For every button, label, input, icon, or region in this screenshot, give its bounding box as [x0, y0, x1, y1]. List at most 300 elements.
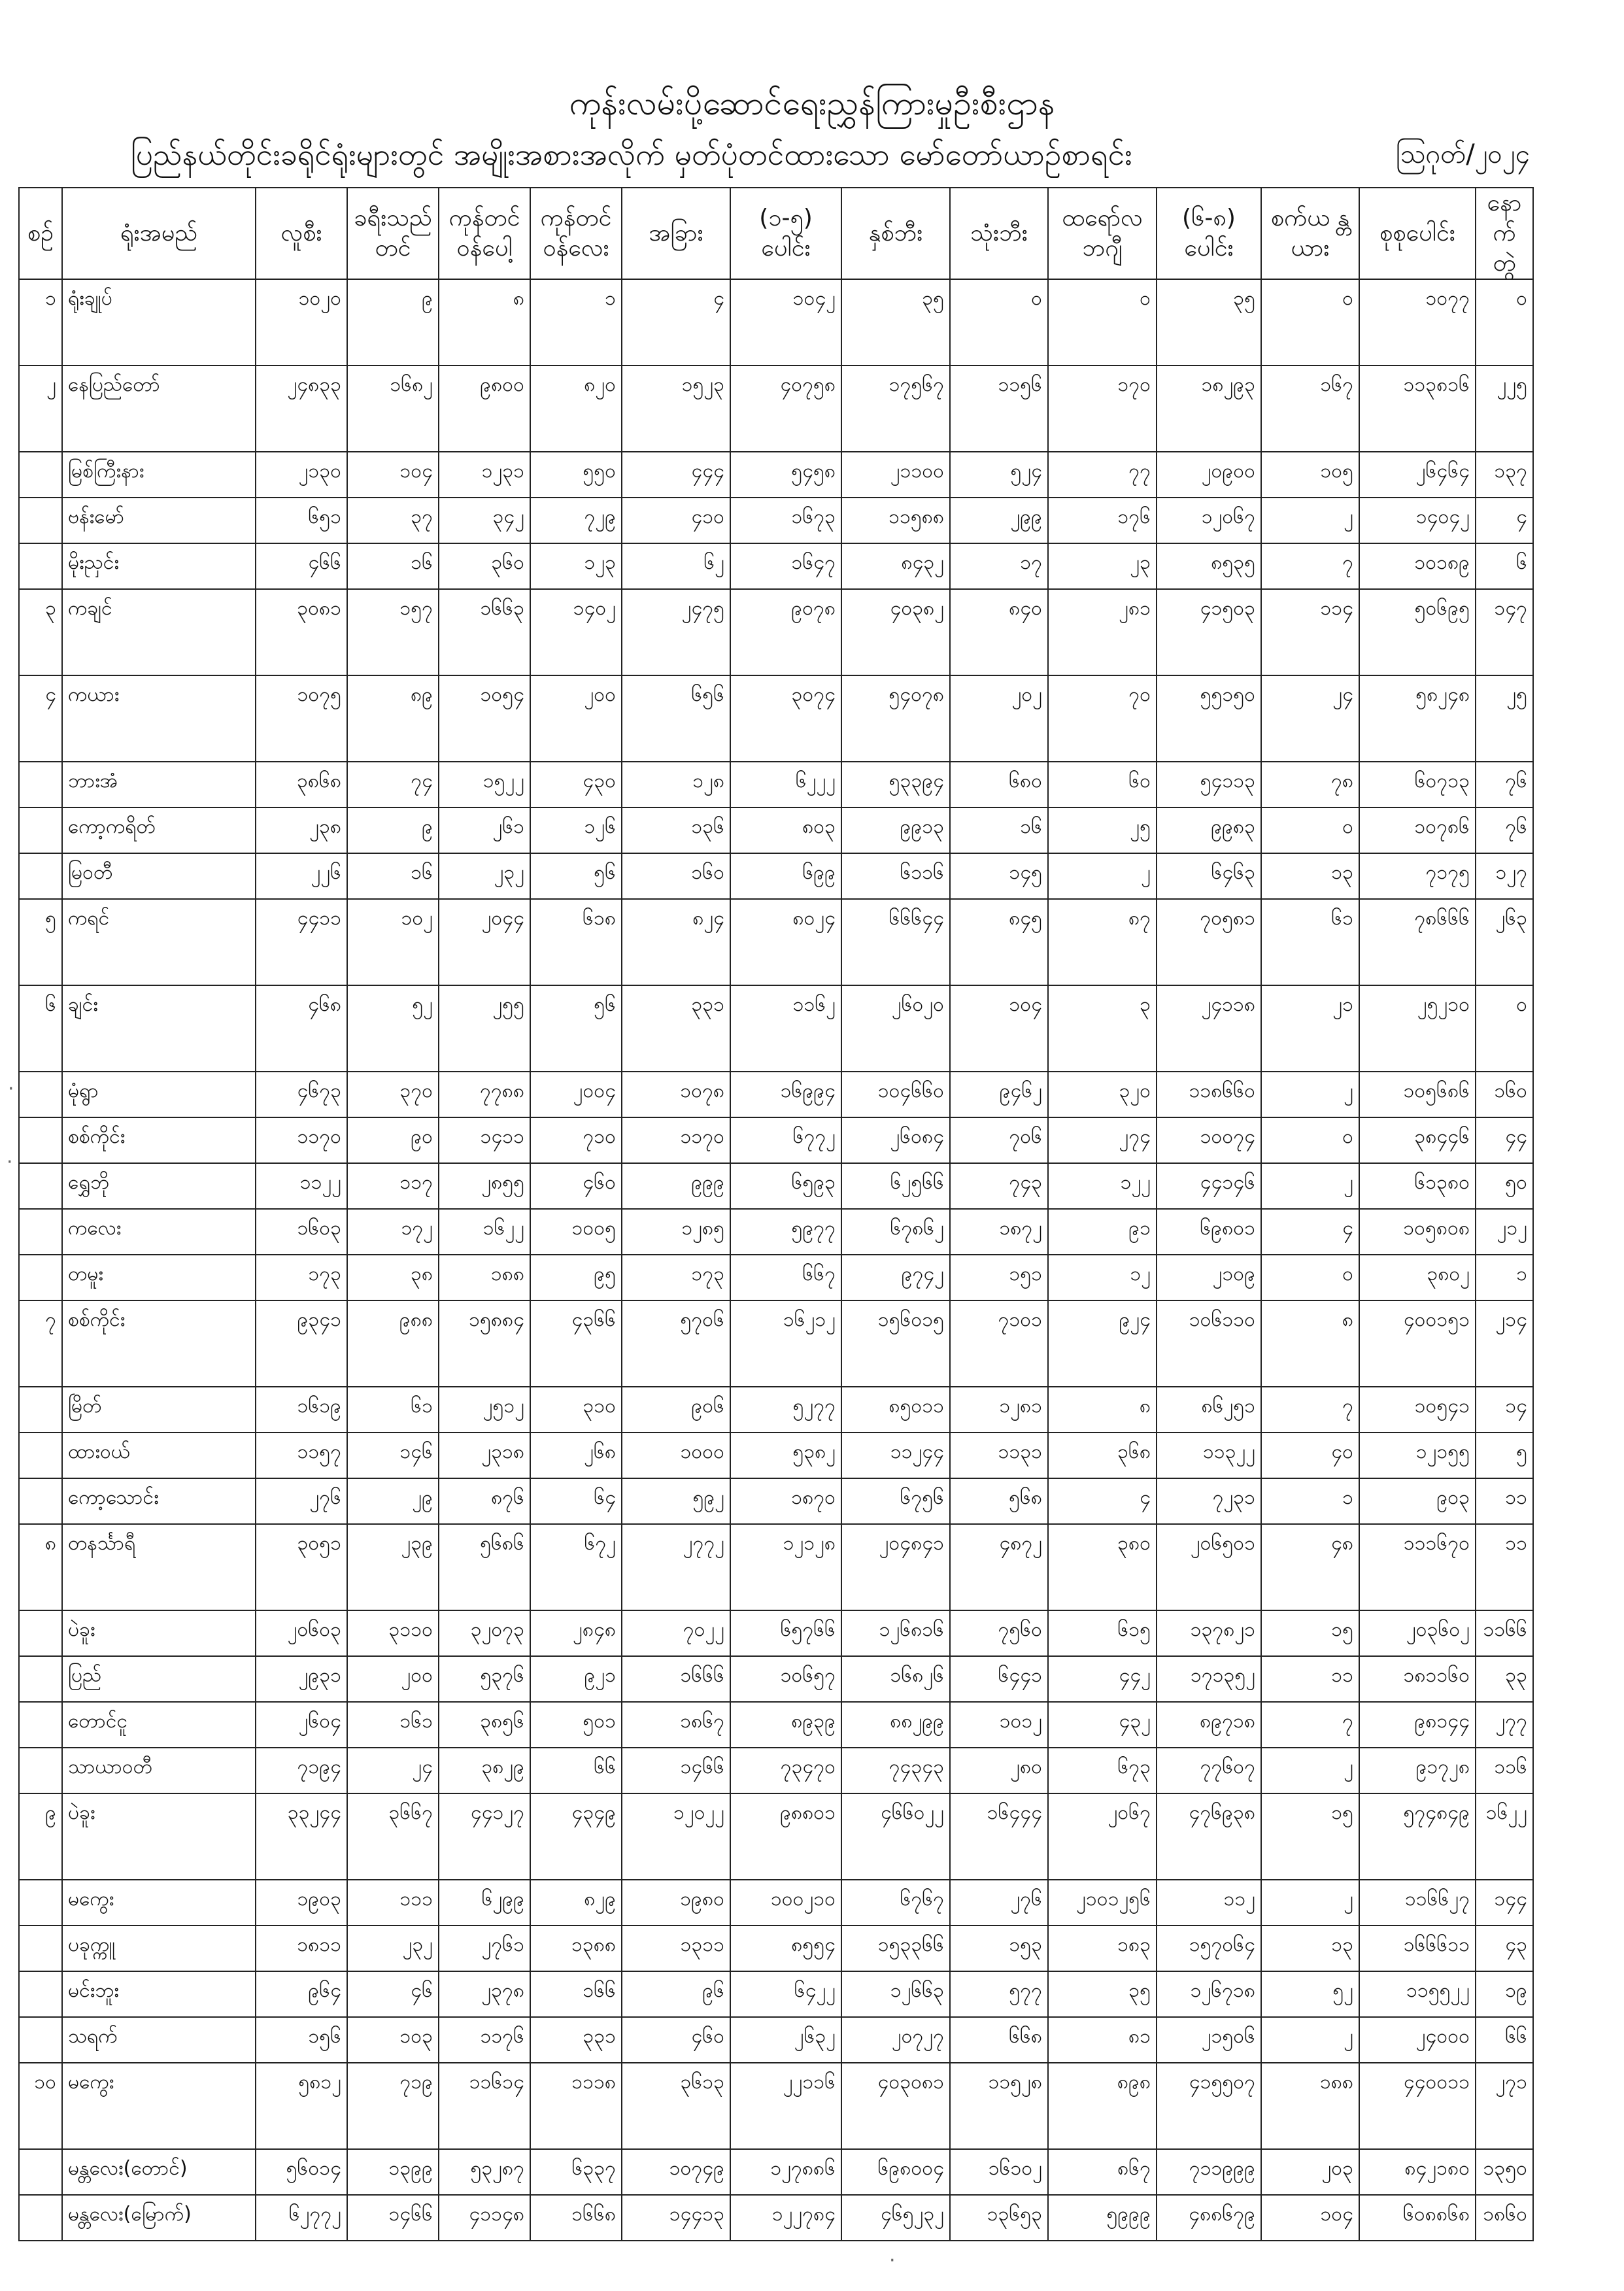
value-cell: ၄၈၇၂	[950, 1524, 1048, 1610]
serial-cell	[19, 2195, 62, 2241]
value-cell: ၇၂၃၁	[1157, 1478, 1261, 1524]
table-row	[19, 1255, 1533, 1300]
value-cell: ၂၄၇၅	[622, 589, 730, 675]
value-cell: ၁၅၂၃	[622, 365, 730, 452]
value-cell: ၂၀၆၀၃	[256, 1610, 347, 1656]
col-header-light-truck: ကုန်တင် ဝန်ပေါ့	[439, 188, 530, 279]
value-cell: ၁၀၂၀	[256, 279, 347, 365]
office-name-cell: ပဲခူး	[62, 1610, 256, 1656]
value-cell: ၁၀၅၄	[439, 675, 530, 762]
value-cell: ၇၁၉၄	[256, 1748, 347, 1793]
value-cell: ၁၂၆၆၃	[841, 1971, 950, 2017]
value-cell: ၂၇၁	[1476, 2063, 1533, 2149]
table-row	[19, 1793, 1533, 1880]
value-cell: ၄၄၁၁	[256, 899, 347, 985]
value-cell: ၉၉၁၃	[841, 807, 950, 853]
col-header-other: အခြား	[622, 188, 730, 279]
serial-cell	[19, 543, 62, 589]
value-cell: ၁၁၅၂၈	[950, 2063, 1048, 2149]
value-cell: ၁၆၈၂	[347, 365, 439, 452]
value-cell: ၈၇၆	[439, 1478, 530, 1524]
value-cell: ၁၈၃	[1048, 1926, 1157, 1971]
value-cell: ၈၉၈	[1048, 2063, 1157, 2149]
value-cell: ၉၀၃	[1359, 1478, 1476, 1524]
office-name-cell: မကွေး	[62, 2063, 256, 2149]
value-cell: ၆၂၅၆၆	[841, 1163, 950, 1209]
serial-cell: ၅	[19, 899, 62, 985]
value-cell: ၁၄	[1476, 1387, 1533, 1433]
value-cell: ၆၁	[1261, 899, 1359, 985]
value-cell: ၁၁၄	[1261, 589, 1359, 675]
value-cell: ၁၅၆	[256, 2017, 347, 2063]
value-cell: ၁၂၃၁	[439, 452, 530, 498]
value-cell: ၁၁၈၆၆၀	[1157, 1072, 1261, 1117]
serial-cell	[19, 1255, 62, 1300]
value-cell: ၁၆၀	[1476, 1072, 1533, 1117]
value-cell: ၁၃၆	[622, 807, 730, 853]
value-cell: ၃၈၅၆	[439, 1702, 530, 1748]
value-cell: ၁၇၃	[622, 1255, 730, 1300]
value-cell: ၂၀၄၈၄၁	[841, 1524, 950, 1610]
value-cell: ၄၃၂	[1048, 1702, 1157, 1748]
value-cell: ၅၆၀၁၄	[256, 2149, 347, 2195]
value-cell: ၁၈၆၀	[1476, 2195, 1533, 2241]
value-cell: ၂၆၀၄	[256, 1702, 347, 1748]
table-header-row	[19, 188, 1533, 279]
value-cell: ၄၃၀	[530, 762, 622, 807]
value-cell: ၆၂၇၇၂	[256, 2195, 347, 2241]
value-cell: ၁၂၀၆၇	[1157, 498, 1261, 543]
table-row	[19, 807, 1533, 853]
value-cell: ၄၃၄၉	[530, 1793, 622, 1880]
value-cell: ၁၃၅၀	[1476, 2149, 1533, 2195]
value-cell: ၆၇၆၇	[841, 1880, 950, 1926]
office-name-cell: ကလေး	[62, 1209, 256, 1255]
value-cell: ၁၅၃၃၆၆	[841, 1926, 950, 1971]
serial-cell	[19, 1656, 62, 1702]
value-cell: ၆၇၈၆၂	[841, 1209, 950, 1255]
value-cell: ၆၅၇၆၆	[730, 1610, 841, 1656]
value-cell: ၄၆၀	[622, 2017, 730, 2063]
value-cell: ၄၃၆၆	[530, 1300, 622, 1387]
value-cell: ၁၀၀၀	[622, 1433, 730, 1478]
value-cell: ၂၀၃	[1261, 2149, 1359, 2195]
office-name-cell: ကရင်	[62, 899, 256, 985]
table-row	[19, 762, 1533, 807]
value-cell: ၀	[1261, 279, 1359, 365]
table-row	[19, 498, 1533, 543]
value-cell: ၄၈	[1261, 1524, 1359, 1610]
value-cell: ၄၆၀	[530, 1163, 622, 1209]
value-cell: ၁၃၇	[1476, 452, 1533, 498]
value-cell: ၁၈၈	[1261, 2063, 1359, 2149]
value-cell: ၂၀၃၆၀၂	[1359, 1610, 1476, 1656]
value-cell: ၁၂	[1048, 1255, 1157, 1300]
value-cell: ၉၀	[347, 1117, 439, 1163]
office-name-cell: စစ်ကိုင်း	[62, 1300, 256, 1387]
col-header-office: ရုံးအမည်	[62, 188, 256, 279]
value-cell: ၁၁၇၆	[439, 2017, 530, 2063]
value-cell: ၂၉	[347, 1478, 439, 1524]
value-cell: ၅၂	[1261, 1971, 1359, 2017]
value-cell: ၁၉၀၃	[256, 1880, 347, 1926]
value-cell: ၁၀၅	[1261, 452, 1359, 498]
value-cell: ၁၁၅၈၈	[841, 498, 950, 543]
value-cell: ၇၆	[1476, 807, 1533, 853]
value-cell: ၂၆၁	[439, 807, 530, 853]
office-name-cell: သာယာဝတီ	[62, 1748, 256, 1793]
value-cell: ၃၃၂၄၄	[256, 1793, 347, 1880]
office-name-cell: မန္တလေး(မြောက်)	[62, 2195, 256, 2241]
value-cell: ၇၄	[347, 762, 439, 807]
col-header-passenger-car: လူစီး	[256, 188, 347, 279]
value-cell: ၂	[1261, 2017, 1359, 2063]
office-name-cell: တမူး	[62, 1255, 256, 1300]
table-row	[19, 1300, 1533, 1387]
value-cell: ၂၄	[1261, 675, 1359, 762]
value-cell: ၈၂၄	[622, 899, 730, 985]
value-cell: ၁၆၆၆	[622, 1656, 730, 1702]
value-cell: ၃၁၀	[530, 1387, 622, 1433]
value-cell: ၆၅၁	[256, 498, 347, 543]
value-cell: ၁၀၆၅၇	[730, 1656, 841, 1702]
value-cell: ၃၆၁၃	[622, 2063, 730, 2149]
value-cell: ၄၆၈	[256, 985, 347, 1072]
value-cell: ၇၀	[1048, 675, 1157, 762]
value-cell: ၉၈၁၄၄	[1359, 1702, 1476, 1748]
value-cell: ၁၄၄၁၃	[622, 2195, 730, 2241]
value-cell: ၁၂၈၁	[950, 1387, 1048, 1433]
value-cell: ၁၆	[347, 543, 439, 589]
value-cell: ၁၂၈၅	[622, 1209, 730, 1255]
value-cell: ၆၈၀	[950, 762, 1048, 807]
value-cell: ၂၃၉	[347, 1524, 439, 1610]
value-cell: ၂၃၂	[347, 1926, 439, 1971]
value-cell: ၂၁၄	[1476, 1300, 1533, 1387]
table-row	[19, 1117, 1533, 1163]
value-cell: ၂၀၄၄	[439, 899, 530, 985]
value-cell: ၂၈၄၈	[530, 1610, 622, 1656]
value-cell: ၆၇၇၂	[730, 1117, 841, 1163]
value-cell: ၀	[1048, 279, 1157, 365]
value-cell: ၂၆၀၈၄	[841, 1117, 950, 1163]
serial-cell: ၂	[19, 365, 62, 452]
value-cell: ၁၁၇၀	[256, 1117, 347, 1163]
value-cell: ၆၀၇၁၃	[1359, 762, 1476, 807]
value-cell: ၇၈၆၆၆	[1359, 899, 1476, 985]
serial-cell	[19, 1478, 62, 1524]
value-cell: ၁၇၅၆၇	[841, 365, 950, 452]
table-row	[19, 1072, 1533, 1117]
value-cell: ၉	[347, 279, 439, 365]
value-cell: ၅၉၇၇	[730, 1209, 841, 1255]
value-cell: ၆၉၈၀၁	[1157, 1209, 1261, 1255]
value-cell: ၃၀၇၄	[730, 675, 841, 762]
value-cell: ၇၂၉	[530, 498, 622, 543]
value-cell: ၁၂၃	[530, 543, 622, 589]
col-header-passenger-carrier: ခရီးသည် တင်	[347, 188, 439, 279]
value-cell: ၄၁၁၄၈	[439, 2195, 530, 2241]
office-name-cell: ပဲခူး	[62, 1793, 256, 1880]
value-cell: ၃၈	[347, 1255, 439, 1300]
value-cell: ၁၂၂၇၈၄	[730, 2195, 841, 2241]
value-cell: ၁၅၇၀၆၄	[1157, 1926, 1261, 1971]
value-cell: ၄၄၁၂၇	[439, 1793, 530, 1880]
col-header-heavy-truck: ကုန်တင် ဝန်လေး	[530, 188, 622, 279]
value-cell: ၅၆၈၆	[439, 1524, 530, 1610]
value-cell: ၂	[1261, 1880, 1359, 1926]
value-cell: ၅၃၈၂	[730, 1433, 841, 1478]
value-cell: ၁၂၁၂၈	[730, 1524, 841, 1610]
value-cell: ၁၆၇၃	[730, 498, 841, 543]
value-cell: ၂၁၃၀	[256, 452, 347, 498]
value-cell: ၁၂၆	[530, 807, 622, 853]
office-name-cell: မုံရွာ	[62, 1072, 256, 1117]
value-cell: ၁၀၄၂	[730, 279, 841, 365]
value-cell: ၁၁၃၈၁၆	[1359, 365, 1476, 452]
value-cell: ၁	[530, 279, 622, 365]
value-cell: ၈၉၇၁၈	[1157, 1702, 1261, 1748]
value-cell: ၇၃၄၇၀	[730, 1748, 841, 1793]
value-cell: ၁၁	[1476, 1524, 1533, 1610]
value-cell: ၁၁၆၁၄	[439, 2063, 530, 2149]
value-cell: ၁၁၅၇	[256, 1433, 347, 1478]
value-cell: ၉၅	[530, 1255, 622, 1300]
value-cell: ၁၅၈၈၄	[439, 1300, 530, 1387]
serial-cell: ၆	[19, 985, 62, 1072]
value-cell: ၀	[1261, 1255, 1359, 1300]
value-cell: ၆၉၈၀၀၄	[841, 2149, 950, 2195]
value-cell: ၂၁၂	[1476, 1209, 1533, 1255]
value-cell: ၁၁၆	[1476, 1748, 1533, 1793]
value-cell: ၈၆၇	[1048, 2149, 1157, 2195]
value-cell: ၁၂၆၈၁၆	[841, 1610, 950, 1656]
value-cell: ၁၀၄	[950, 985, 1048, 1072]
value-cell: ၇၁၁၉၉၉	[1157, 2149, 1261, 2195]
table-row	[19, 452, 1533, 498]
value-cell: ၁၁၆၆	[1476, 1610, 1533, 1656]
value-cell: ၇	[1261, 1387, 1359, 1433]
value-cell: ၄၆	[347, 1971, 439, 2017]
value-cell: ၄၄၀၀၁၁	[1359, 2063, 1476, 2149]
value-cell: ၁၅၁	[950, 1255, 1048, 1300]
value-cell: ၈၀၂၄	[730, 899, 841, 985]
value-cell: ၂၃	[1048, 543, 1157, 589]
serial-cell: ၈	[19, 1524, 62, 1610]
value-cell: ၁၅၆၀၁၅	[841, 1300, 950, 1387]
value-cell: ၄	[1048, 1478, 1157, 1524]
value-cell: ၁၈၇၂	[950, 1209, 1048, 1255]
value-cell: ၇၁၉	[347, 2063, 439, 2149]
value-cell: ၈၂၉	[530, 1880, 622, 1926]
value-cell: ၁၆	[347, 853, 439, 899]
value-cell: ၁၈၈	[439, 1255, 530, 1300]
scan-mark: ·	[889, 2249, 896, 2272]
value-cell: ၆၉၉	[730, 853, 841, 899]
value-cell: ၄၁၅၀၃	[1157, 589, 1261, 675]
value-cell: ၁၁၂၄၄	[841, 1433, 950, 1478]
value-cell: ၁၀၀၅	[530, 1209, 622, 1255]
office-name-cell: နေပြည်တော်	[62, 365, 256, 452]
value-cell: ၁၀၇၈၆	[1359, 807, 1476, 853]
value-cell: ၅၀	[1476, 1163, 1533, 1209]
serial-cell: ၁	[19, 279, 62, 365]
value-cell: ၈	[1048, 1387, 1157, 1433]
value-cell: ၁၇၃	[256, 1255, 347, 1300]
serial-cell: ၃	[19, 589, 62, 675]
value-cell: ၁၀၂	[347, 899, 439, 985]
value-cell: ၁၈၇၀	[730, 1478, 841, 1524]
office-name-cell: တောင်ငူ	[62, 1702, 256, 1748]
value-cell: ၇၄၃	[950, 1163, 1048, 1209]
value-cell: ၂၂၅	[1476, 365, 1533, 452]
serial-cell	[19, 1926, 62, 1971]
value-cell: ၂၃၁၈	[439, 1433, 530, 1478]
value-cell: ၇၄၃၄၃	[841, 1748, 950, 1793]
serial-cell	[19, 1117, 62, 1163]
value-cell: ၅၂၇၇	[730, 1387, 841, 1433]
value-cell: ၅၅၁၅၀	[1157, 675, 1261, 762]
table-row	[19, 1656, 1533, 1702]
office-name-cell: မြိတ်	[62, 1387, 256, 1433]
value-cell: ၁၄၀၄၂	[1359, 498, 1476, 543]
value-cell: ၁၈၁၁၆၀	[1359, 1656, 1476, 1702]
value-cell: ၅၅၀	[530, 452, 622, 498]
value-cell: ၂၄၁၁၈	[1157, 985, 1261, 1072]
value-cell: ၁၁၁၈	[530, 2063, 622, 2149]
value-cell: ၄၇၆၉၃၈	[1157, 1793, 1261, 1880]
value-cell: ၃၅	[841, 279, 950, 365]
serial-cell	[19, 1387, 62, 1433]
value-cell: ၅၄၁၁၃	[1157, 762, 1261, 807]
value-cell: ၄	[1261, 1209, 1359, 1255]
value-cell: ၂၇၆၁	[439, 1926, 530, 1971]
value-cell: ၉၇၄၂	[841, 1255, 950, 1300]
value-cell: ၆၁၁၆	[841, 853, 950, 899]
value-cell: ၉၁၇၂၈	[1359, 1748, 1476, 1793]
value-cell: ၁၀၃	[347, 2017, 439, 2063]
value-cell: ၉၀၆	[622, 1387, 730, 1433]
value-cell: ၉၈၈၀၁	[730, 1793, 841, 1880]
value-cell: ၁၇၁၃၅၂	[1157, 1656, 1261, 1702]
scan-mark: ·	[8, 1078, 14, 1100]
value-cell: ၁၈၆၇	[622, 1702, 730, 1748]
serial-cell	[19, 1971, 62, 2017]
table-row	[19, 2063, 1533, 2149]
value-cell: ၁၇၀	[1048, 365, 1157, 452]
value-cell: ၅၃၃၉၄	[841, 762, 950, 807]
value-cell: ၆၄၂၂	[730, 1971, 841, 2017]
value-cell: ၁၆၆၃	[439, 589, 530, 675]
value-cell: ၁၂၁၅၅	[1359, 1433, 1476, 1478]
value-cell: ၁၁၂၂	[256, 1163, 347, 1209]
value-cell: ၄၄၂	[1048, 1656, 1157, 1702]
value-cell: ၁၉	[1476, 1971, 1533, 2017]
value-cell: ၆၇၅၆	[841, 1478, 950, 1524]
table-row	[19, 1748, 1533, 1793]
value-cell: ၈၆၂၅၁	[1157, 1387, 1261, 1433]
vehicle-registration-table	[18, 187, 1534, 2241]
value-cell: ၄၆၆	[256, 543, 347, 589]
value-cell: ၉၈၀၀	[439, 365, 530, 452]
serial-cell	[19, 1209, 62, 1255]
value-cell: ၁၀၁၂	[950, 1702, 1048, 1748]
value-cell: ၆၆၈	[950, 2017, 1048, 2063]
value-cell: ၈၄၅	[950, 899, 1048, 985]
value-cell: ၆၂၂၂	[730, 762, 841, 807]
value-cell: ၂၁၀၁၂၅၆	[1048, 1880, 1157, 1926]
value-cell: ၁၆၀	[622, 853, 730, 899]
value-cell: ၇၁၀	[530, 1117, 622, 1163]
value-cell: ၁၇၂	[347, 1209, 439, 1255]
value-cell: ၁၁	[1476, 1478, 1533, 1524]
value-cell: ၅၇၇	[950, 1971, 1048, 2017]
value-cell: ၅၇၄၈၄၉	[1359, 1793, 1476, 1880]
value-cell: ၂၅	[1476, 675, 1533, 762]
value-cell: ၂၀၆၇	[1048, 1793, 1157, 1880]
value-cell: ၁၂၈	[622, 762, 730, 807]
value-cell: ၀	[1476, 279, 1533, 365]
value-cell: ၄၆၇၃	[256, 1072, 347, 1117]
value-cell: ၁၅	[1261, 1610, 1359, 1656]
table-row	[19, 1433, 1533, 1478]
col-header-subtotal-1-5: (၁-၅) ပေါင်း	[730, 188, 841, 279]
value-cell: ၇၈	[1261, 762, 1359, 807]
value-cell: ၁၆၇	[1261, 365, 1359, 452]
value-cell: ၅၀၁	[530, 1702, 622, 1748]
value-cell: ၈၇	[1048, 899, 1157, 985]
value-cell: ၉၉၈၃	[1157, 807, 1261, 853]
office-name-cell: ထားဝယ်	[62, 1433, 256, 1478]
department-title: ကုန်းလမ်းပို့ဆောင်ရေးညွှန်ကြားမှုဦးစီးဌာန	[569, 84, 1055, 122]
table-row	[19, 2149, 1533, 2195]
serial-cell: ၄	[19, 675, 62, 762]
value-cell: ၁၈၁၁	[256, 1926, 347, 1971]
value-cell: ၃၂၀	[1048, 1072, 1157, 1117]
value-cell: ၆၅၉၃	[730, 1163, 841, 1209]
value-cell: ၁၄၆၆	[347, 2195, 439, 2241]
value-cell: ၄၁၅၅၀၇	[1157, 2063, 1261, 2149]
table-row	[19, 1971, 1533, 2017]
value-cell: ၂၈၅၅	[439, 1163, 530, 1209]
value-cell: ၃၃	[1476, 1656, 1533, 1702]
office-name-cell: ကော့သောင်း	[62, 1478, 256, 1524]
value-cell: ၆	[1476, 543, 1533, 589]
value-cell: ၉၆၄	[256, 1971, 347, 2017]
value-cell: ၁၆၂၁၂	[730, 1300, 841, 1387]
table-row	[19, 899, 1533, 985]
value-cell: ၁၅	[1261, 1793, 1359, 1880]
col-header-grand-total: စုစုပေါင်း	[1359, 188, 1476, 279]
value-cell: ၃	[1048, 985, 1157, 1072]
value-cell: ၁၀၄၆၆၀	[841, 1072, 950, 1117]
value-cell: ၇၇၆၀၇	[1157, 1748, 1261, 1793]
office-name-cell: ကယား	[62, 675, 256, 762]
value-cell: ၂၇၇၂	[622, 1524, 730, 1610]
serial-cell	[19, 498, 62, 543]
value-cell: ၁၆၀၃	[256, 1209, 347, 1255]
value-cell: ၆၀	[1048, 762, 1157, 807]
value-cell: ၂၀၉၀၀	[1157, 452, 1261, 498]
value-cell: ၁၀၅၄၁	[1359, 1387, 1476, 1433]
value-cell: ၁၇	[950, 543, 1048, 589]
value-cell: ၅၄၀၇၈	[841, 675, 950, 762]
value-cell: ၃၈၂၉	[439, 1748, 530, 1793]
value-cell: ၂	[1048, 853, 1157, 899]
value-cell: ၂၀၂	[950, 675, 1048, 762]
value-cell: ၈၉	[347, 675, 439, 762]
value-cell: ၈၅၃၅	[1157, 543, 1261, 589]
